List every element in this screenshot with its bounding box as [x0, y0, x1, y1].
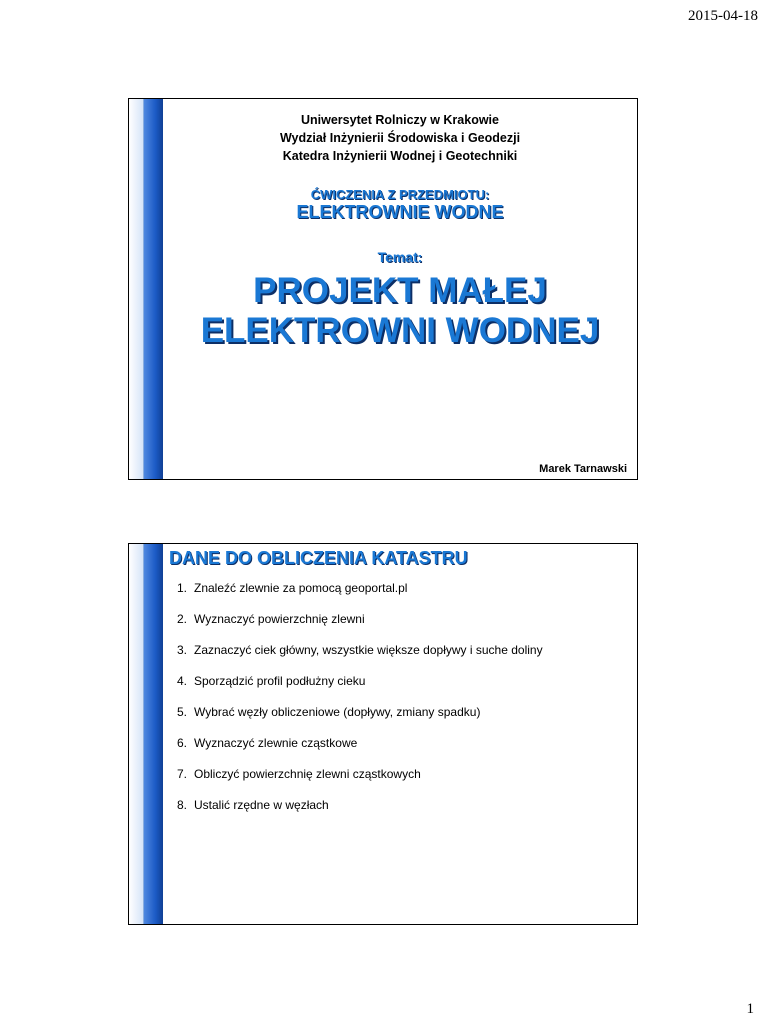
title-slide-content: [163, 99, 637, 479]
page-number: 1: [746, 1001, 754, 1017]
title-slide: [128, 98, 638, 480]
topic-title-line-2: ELEKTROWNI WODNEJ: [200, 311, 600, 350]
course-name: ELEKTROWNIE WODNE: [296, 202, 504, 222]
list-item: 7. Obliczyć powierzchnię zlewni cząstkowych: [176, 767, 421, 781]
institution-block: [163, 111, 637, 165]
slide-sidebar-decoration: [129, 99, 163, 479]
topic-title: [163, 271, 637, 351]
list-item: 4. Sporządzić profil podłużny cieku: [176, 674, 366, 688]
list-item: 1. Znaleźć zlewnie za pomocą geoportal.pl: [176, 581, 408, 595]
list-item: 2. Wyznaczyć powierzchnię zlewni: [176, 612, 365, 626]
course-label: ĆWICZENIA Z PRZEDMIOTU:: [310, 187, 490, 202]
list-item: 5. Wybrać węzły obliczeniowe (dopływy, zmiany spadku): [176, 705, 481, 719]
content-slide-body: [163, 544, 637, 924]
list-item: 6. Wyznaczyć zlewnie cząstkowe: [176, 736, 358, 750]
university-name: Uniwersytet Rolniczy w Krakowie: [301, 113, 499, 127]
list-item: 8. Ustalić rzędne w węzłach: [176, 798, 329, 812]
list-item: 3. Zaznaczyć ciek główny, wszystkie większe dopływy i suche doliny: [176, 643, 543, 657]
author-name: Marek Tarnawski: [539, 463, 627, 475]
topic-title-line-1: PROJEKT MAŁEJ: [253, 271, 547, 310]
slide-sidebar-decoration: [129, 544, 163, 924]
page-date: 2015-04-18: [688, 8, 758, 24]
content-slide: [128, 543, 638, 925]
department-name: Katedra Inżynierii Wodnej i Geotechniki: [282, 149, 518, 163]
slide-title: DANE DO OBLICZENIA KATASTRU: [169, 548, 468, 568]
task-list: [163, 581, 637, 812]
topic-label: Temat:: [377, 249, 423, 265]
faculty-name: Wydział Inżynierii Środowiska i Geodezji: [279, 131, 521, 145]
